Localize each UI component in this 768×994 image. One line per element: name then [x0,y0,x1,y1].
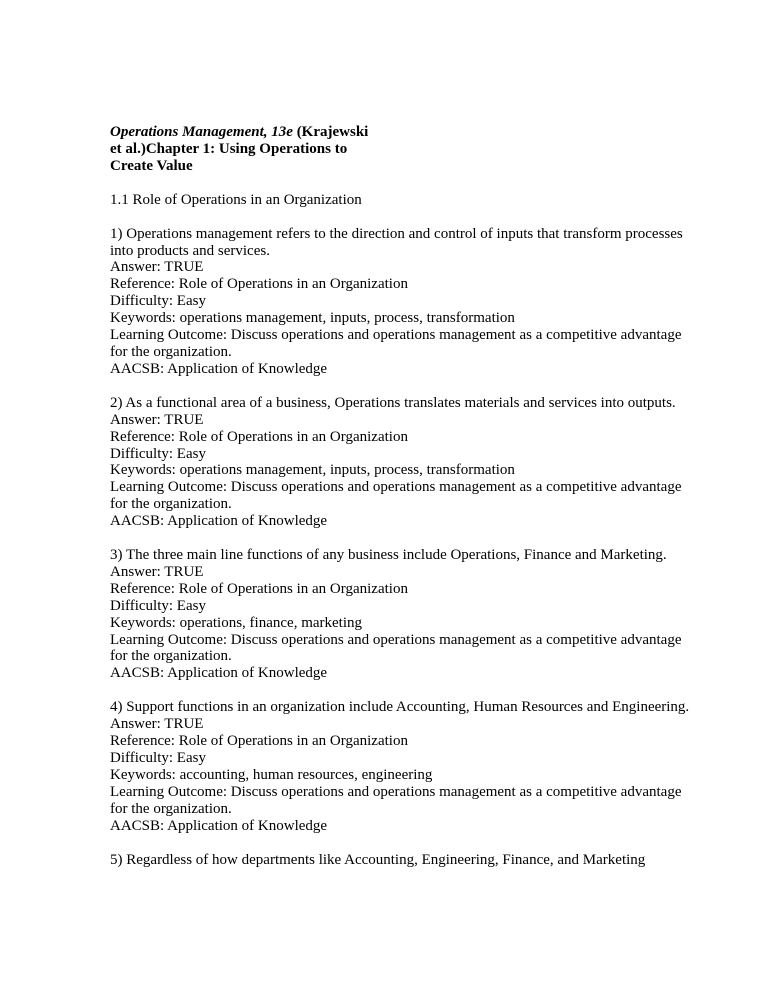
learning-outcome: Learning Outcome: Discuss operations and operations management as a competitive advantage for the organization. [110,631,682,665]
keywords: Keywords: operations, finance, marketing [110,614,363,631]
learning-outcome: Learning Outcome: Discuss operations and operations management as a competitive advantage for the organization. [110,327,682,360]
difficulty: Difficulty: Easy [110,293,206,310]
difficulty: Difficulty: Easy [110,750,206,766]
question-1 [110,226,690,378]
answer: Answer: TRUE [110,411,204,428]
question-5 [110,852,690,869]
document-page [110,124,690,868]
answer: Answer: TRUE [110,716,204,733]
keywords: Keywords: operations management, inputs, process, transformation [110,462,515,479]
reference: Reference: Role of Operations in an Organization [110,733,408,750]
difficulty: Difficulty: Easy [110,445,206,462]
learning-outcome: Learning Outcome: Discuss operations and operations management as a competitive advantage for the organization. [110,479,682,513]
section-heading: 1.1 Role of Operations in an Organization [110,191,362,208]
question-2 [110,395,690,530]
aacsb: AACSB: Application of Knowledge [110,360,328,377]
answer: Answer: TRUE [110,563,204,580]
aacsb: AACSB: Application of Knowledge [110,665,328,682]
question-text: 2) As a functional area of a business, Operations translates materials and services into outputs. [110,394,676,411]
question-3 [110,547,690,682]
aacsb: AACSB: Application of Knowledge [110,817,328,834]
question-text: 5) Regardless of how departments like Accounting, Engineering, Finance, and Marketing [110,851,646,868]
chapter-title: Chapter 1: Using Operations to Create Value [110,140,348,174]
question-text: 4) Support functions in an organization include Accounting, Human Resources and Engineering. [110,699,690,716]
keywords: Keywords: accounting, human resources, engineering [110,766,433,783]
question-text: 1) Operations management refers to the direction and control of inputs that transform processes into products and services. [110,225,683,259]
aacsb: AACSB: Application of Knowledge [110,513,328,530]
question-4 [110,699,690,834]
question-text: 3) The three main line functions of any business include Operations, Finance and Marketing. [110,547,667,564]
reference: Reference: Role of Operations in an Organization [110,276,408,293]
keywords: Keywords: operations management, inputs, process, transformation [110,310,515,327]
document-title [110,124,370,175]
reference: Reference: Role of Operations in an Organization [110,580,408,597]
authors: (Krajewski et al.) [110,124,369,157]
difficulty: Difficulty: Easy [110,597,206,614]
answer: Answer: TRUE [110,259,204,276]
learning-outcome: Learning Outcome: Discuss operations and operations management as a competitive advantage for the organization. [110,783,682,817]
book-title: Operations Management, 13e [110,124,293,140]
reference: Reference: Role of Operations in an Organization [110,428,408,445]
